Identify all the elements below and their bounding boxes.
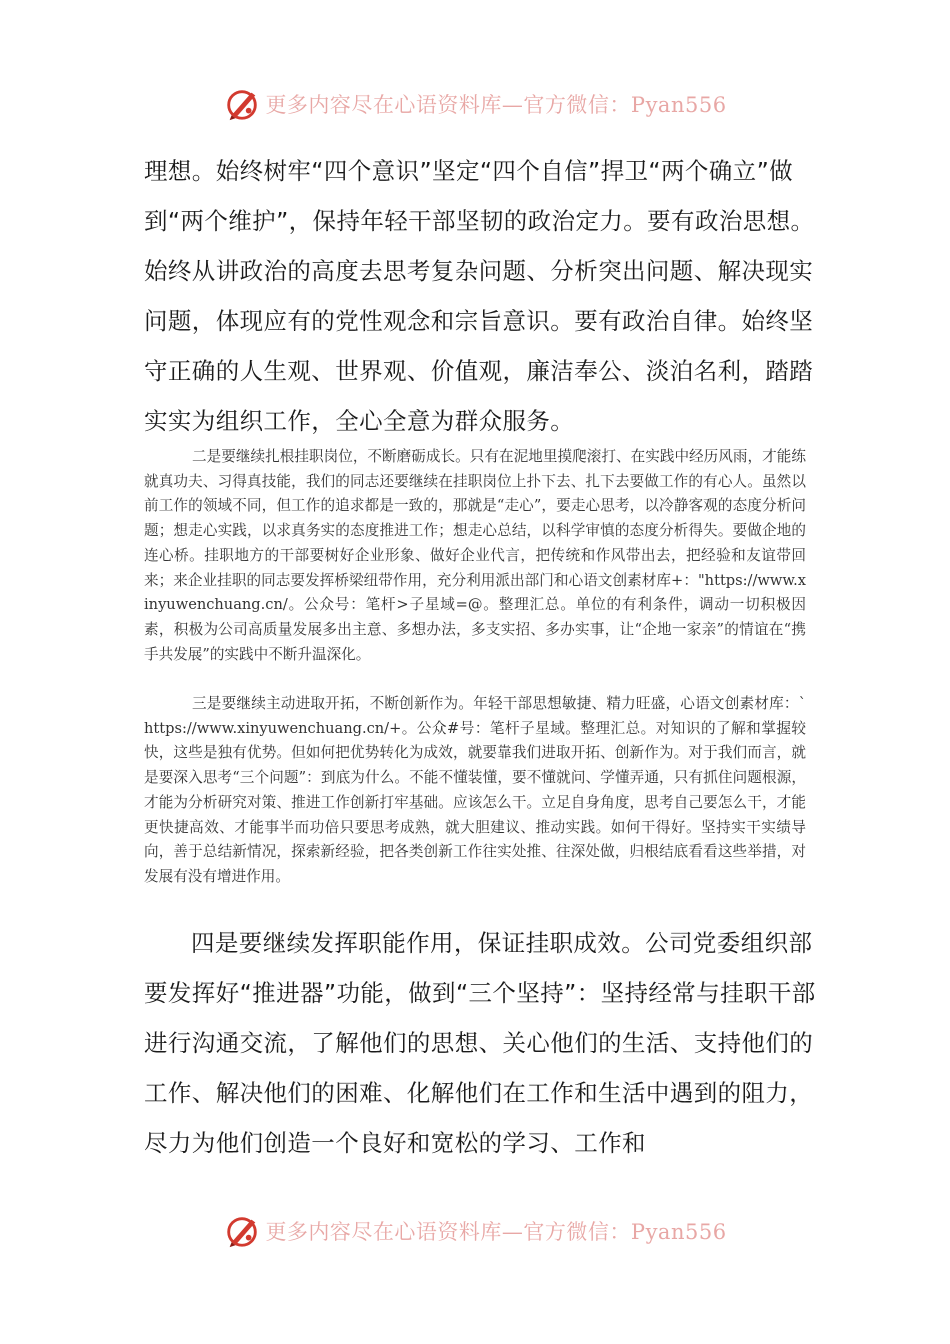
paragraph-1: 理想。始终树牢“四个意识”坚定“四个自信”捍卫“两个确立”做到“两个维护”，保持年轻干部坚韧的政治定力。要有政治思想。始终从讲政治的高度去思考复杂问题、分析突出问题、解决现实问题，体现应有的党性观念和宗旨意识。要有政治自律。始终坚守正确的人生观、世界观、价值观，廉洁奉公、淡泊名利，踏踏实实为组织工作，全心全意为群众服务。 (144, 157, 815, 435)
header-banner-text: 更多内容尽在心语资料库—官方微信：Pyan556 (265, 93, 727, 117)
pen-circle-logo-icon (223, 85, 261, 123)
paragraph-2: 二是要继续扎根挂职岗位，不断磨砺成长。只有在泥地里摸爬滚打、在实践中经历风雨，才能练就真功夫、习得真技能，我们的同志还要继续在挂职岗位上扑下去、扎下去要做工作的有心人。虽然以前工作的领域不同，但工作的追求都是一致的，那就是“走心”，要走心思考，以冷静客观的态度分析问题；想走心实践，以求真务实的态度推进工作；想走心总结，以科学审慎的态度分析得失。要做企地的连心桥。挂职地方的干部要树好企业形象、做好企业代言，把传统和作风带出去，把经验和友谊带回来；来企业挂职的同志要发挥桥梁纽带作用，充分利用派出部门和心语文创素材库+："https://www.xinyuwenchuang.cn/。公众号：笔杆>子星域=@。整理汇总。单位的有利条件，调动一切积极因素，积极为公司高质量发展多出主意、多想办法，多支实招、多办实事，让“企地一家亲”的情谊在“携手共发展”的实践中不断升温深化。 (144, 448, 806, 663)
pen-circle-logo-icon (223, 1212, 261, 1250)
paragraph-4: 四是要继续发挥职能作用，保证挂职成效。公司党委组织部要发挥好“推进器”功能，做到“三个坚持”：坚持经常与挂职干部进行沟通交流，了解他们的思想、关心他们的生活、支持他们的工作、解决他们的困难、化解他们在工作和生活中遇到的阻力，尽力为他们创造一个良好和宽松的学习、工作和 (144, 929, 816, 1157)
footer-banner-text: 更多内容尽在心语资料库—官方微信：Pyan556 (265, 1220, 727, 1244)
paragraph-3: 三是要继续主动进取开拓，不断创新作为。年轻干部思想敏捷、精力旺盛，心语文创素材库：`https://www.xinyuwenchuang.cn/+。公众#号：笔杆子星域。整理汇总。对知识的了解和掌握较快，这些是独有优势。但如何把优势转化为成效，就要靠我们进取开拓、创新作为。对于我们而言，就是要深入思考“三个问题”：到底为什么。不能不懂装懂，要不懂就问、学懂弄通，只有抓住问题根源，才能为分析研究对策、推进工作创新打牢基础。应该怎么干。立足自身角度，思考自己要怎么干，才能更快捷高效、才能事半而功倍只要思考成熟，就大胆建议、推动实践。如何干得好。坚持实干实绩导向，善于总结新情况，探索新经验，把各类创新工作往实处推、往深处做，归根结底看看这些举措，对发展有没有增进作用。 (144, 695, 806, 885)
header-banner (0, 84, 950, 124)
footer-banner (0, 1211, 950, 1251)
